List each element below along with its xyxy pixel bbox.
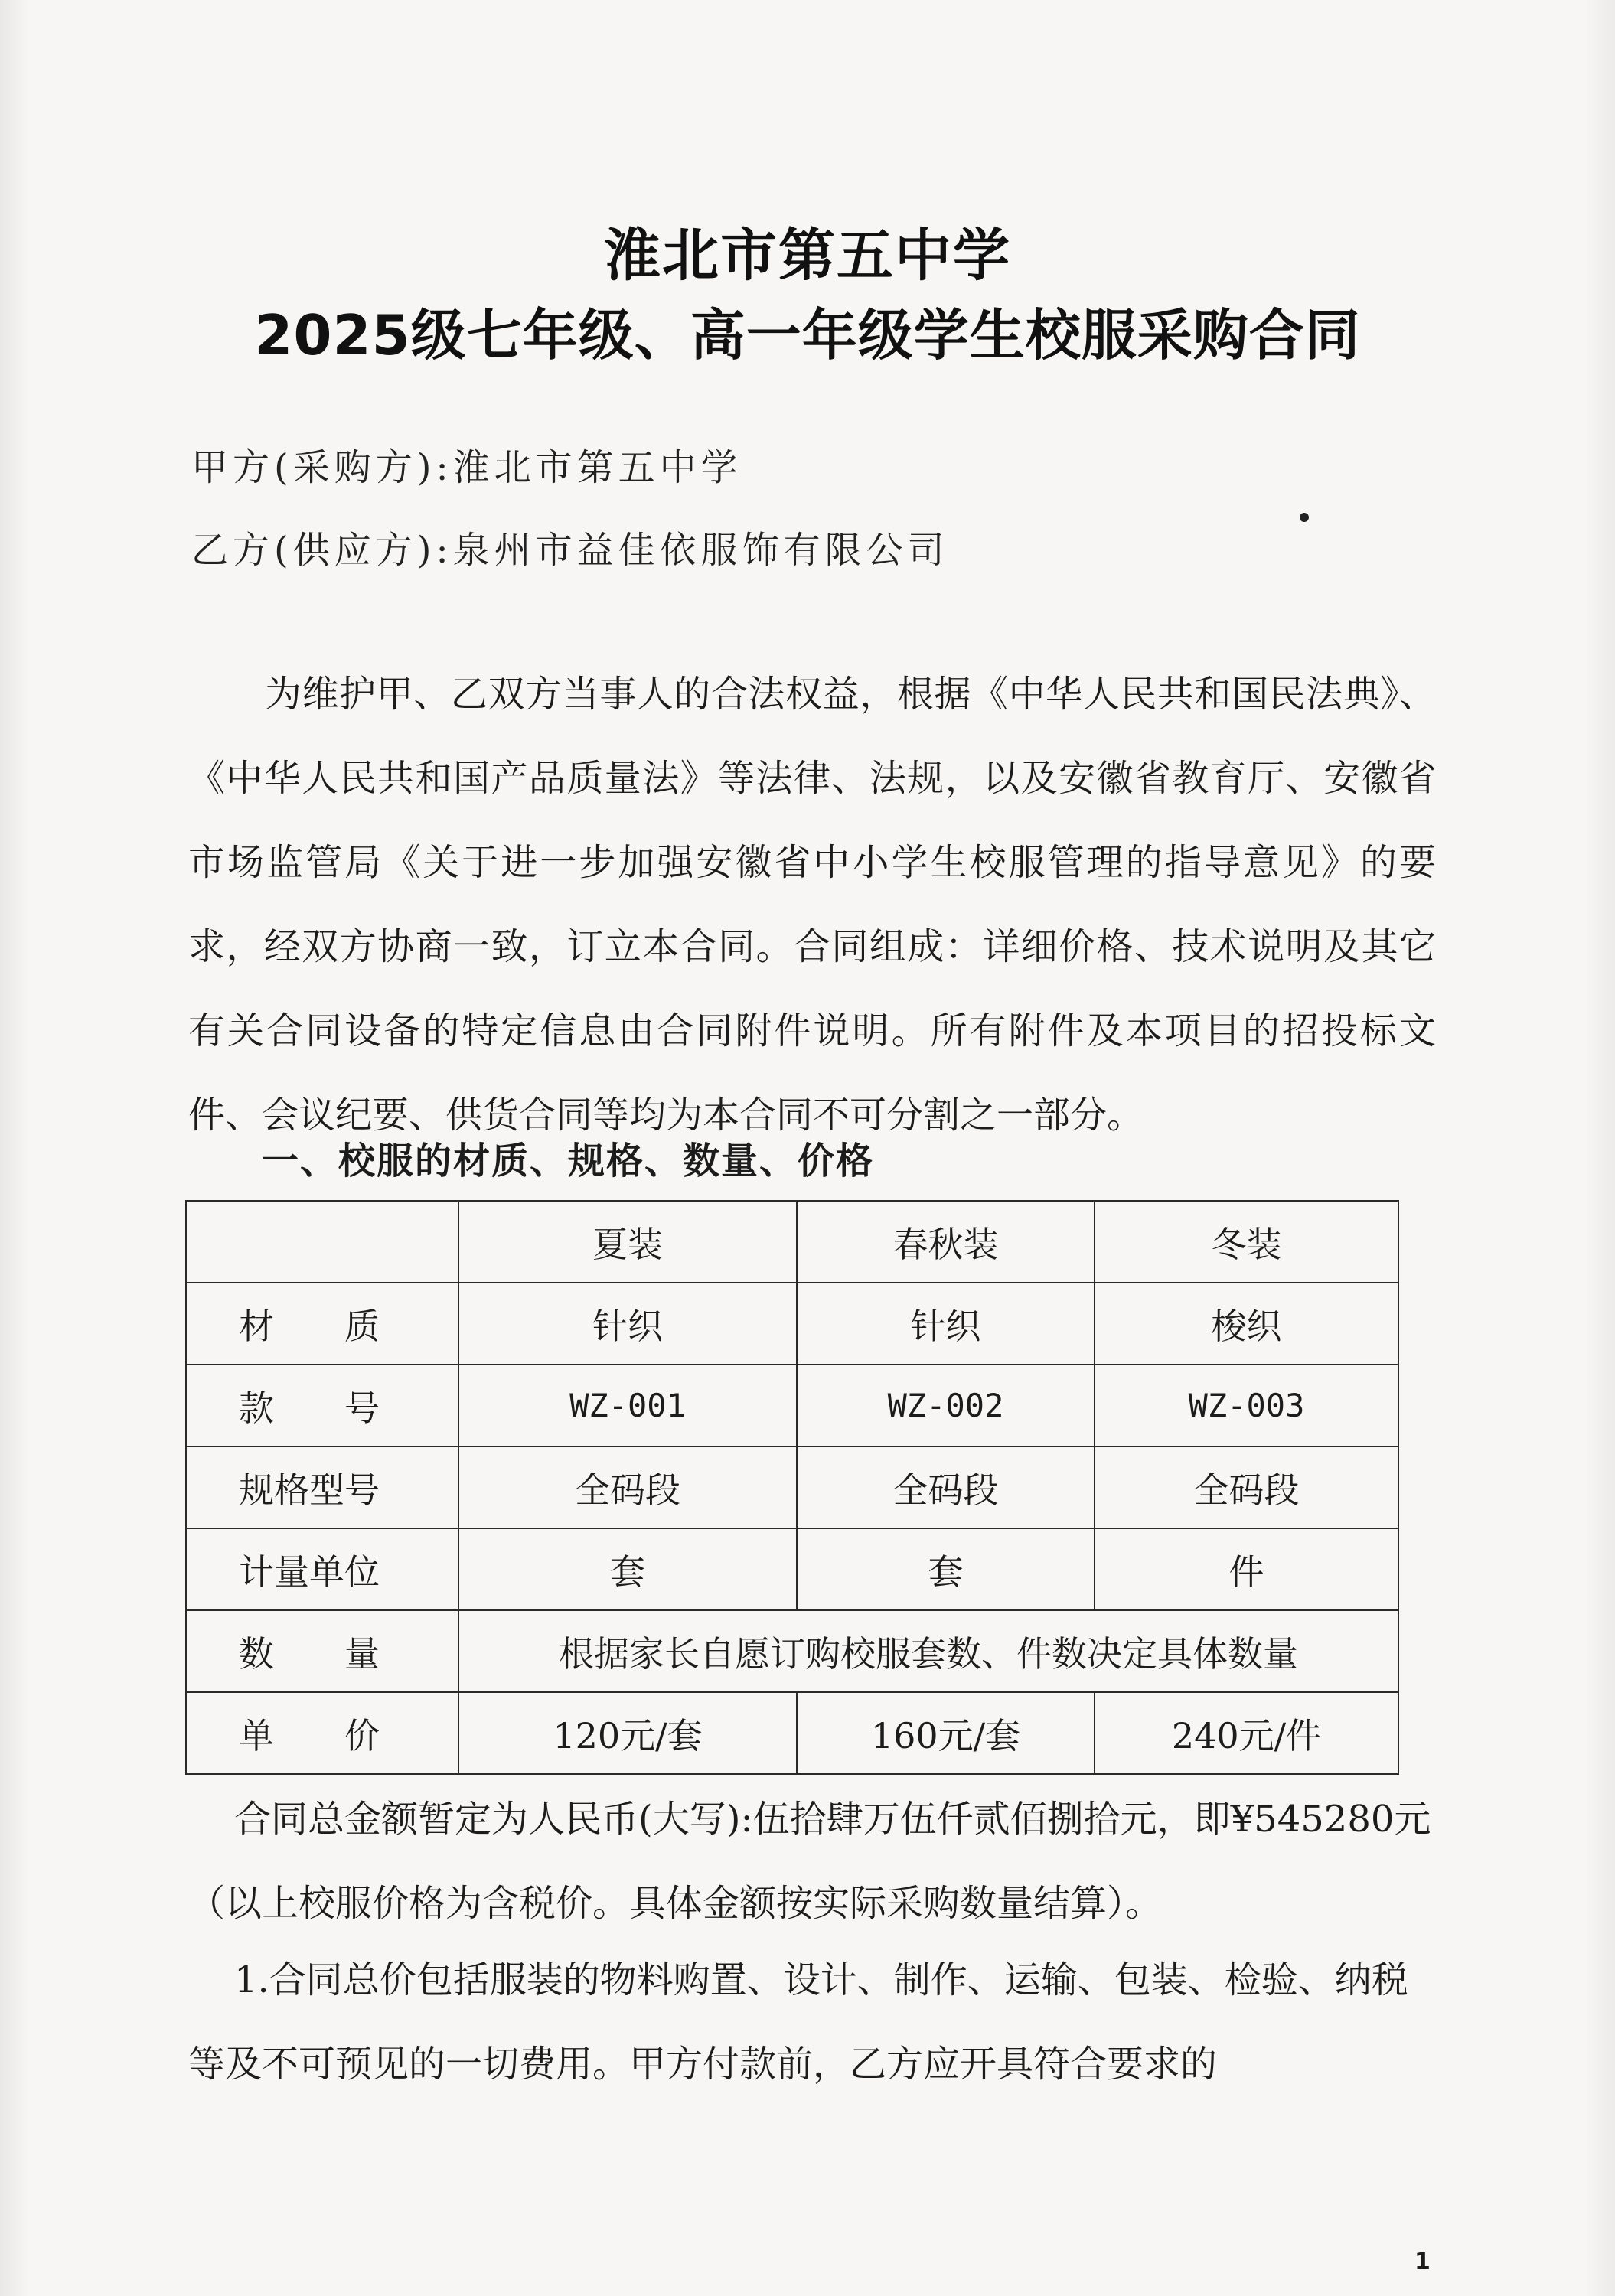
table-row bbox=[186, 1365, 1398, 1446]
row-label: 规格型号 bbox=[186, 1446, 458, 1528]
table-cell: 针织 bbox=[797, 1283, 1095, 1365]
clause-1-paragraph: 1.合同总价包括服装的物料购置、设计、制作、运输、包装、检验、纳税等及不可预见的一切费用。甲方付款前，乙方应开具符合要求的 bbox=[188, 1958, 1408, 2086]
total-amount-paragraph: 合同总金额暂定为人民币(大写):伍拾肆万伍仟贰佰捌拾元，即¥545280元（以上校服价格为含税价。具体金额按实际采购数量结算）。 bbox=[188, 1798, 1431, 1925]
row-label: 材 质 bbox=[186, 1283, 458, 1365]
table-header-cell: 冬装 bbox=[1095, 1201, 1398, 1283]
row-label: 款 号 bbox=[186, 1365, 458, 1446]
party-b-line: 乙方(供应方):泉州市益佳依服饰有限公司 bbox=[191, 529, 949, 572]
page-number: 1 bbox=[1414, 2249, 1431, 2275]
table-cell: 全码段 bbox=[458, 1446, 797, 1528]
table-row bbox=[186, 1610, 1398, 1692]
table-row bbox=[186, 1692, 1398, 1774]
table-header-cell: 春秋装 bbox=[797, 1201, 1095, 1283]
table-cell: 全码段 bbox=[1095, 1446, 1398, 1528]
table-cell: 梭织 bbox=[1095, 1283, 1398, 1365]
table-header-cell: 夏装 bbox=[458, 1201, 797, 1283]
quantity-cell: 根据家长自愿订购校服套数、件数决定具体数量 bbox=[458, 1610, 1398, 1692]
price-cell: 120元/套 bbox=[458, 1692, 797, 1774]
table-cell: 套 bbox=[458, 1528, 797, 1610]
table-header-cell bbox=[186, 1201, 458, 1283]
table-row bbox=[186, 1446, 1398, 1528]
price-cell: 240元/件 bbox=[1095, 1692, 1398, 1774]
spec-table bbox=[185, 1200, 1399, 1775]
table-header-row bbox=[186, 1201, 1398, 1283]
section-title: 一、校服的材质、规格、数量、价格 bbox=[262, 1140, 875, 1182]
table-cell: WZ-001 bbox=[458, 1365, 797, 1446]
document-title-line2: 2025级七年级、高一年级学生校服采购合同 bbox=[254, 303, 1361, 367]
table-cell: WZ-002 bbox=[797, 1365, 1095, 1446]
row-label: 数 量 bbox=[186, 1610, 458, 1692]
table-row bbox=[186, 1283, 1398, 1365]
table-cell: 全码段 bbox=[797, 1446, 1095, 1528]
table-row bbox=[186, 1528, 1398, 1610]
table-cell: 件 bbox=[1095, 1528, 1398, 1610]
intro-paragraph: 为维护甲、乙双方当事人的合法权益，根据《中华人民共和国民法典》、《中华人民共和国产品质量法》等法律、法规，以及安徽省教育厅、安徽省市场监管局《关于进一步加强安徽省中小学生校服管理的指导意见》的要求，经双方协商一致，订立本合同。合同组成：详细价格、技术说明及其它有关合同设备的特定信息由合同附件说明。所有附件及本项目的招投标文件、会议纪要、供货合同等均为本合同不可分割之一部分。 bbox=[188, 673, 1436, 1137]
row-label: 单 价 bbox=[186, 1692, 458, 1774]
row-label: 计量单位 bbox=[186, 1528, 458, 1610]
ink-dot-mark bbox=[1300, 513, 1309, 522]
party-a-line: 甲方(采购方):淮北市第五中学 bbox=[191, 446, 742, 489]
table-cell: 针织 bbox=[458, 1283, 797, 1365]
document-title-line1: 淮北市第五中学 bbox=[604, 223, 1011, 289]
table-cell: 套 bbox=[797, 1528, 1095, 1610]
table-cell: WZ-003 bbox=[1095, 1365, 1398, 1446]
price-cell: 160元/套 bbox=[797, 1692, 1095, 1774]
